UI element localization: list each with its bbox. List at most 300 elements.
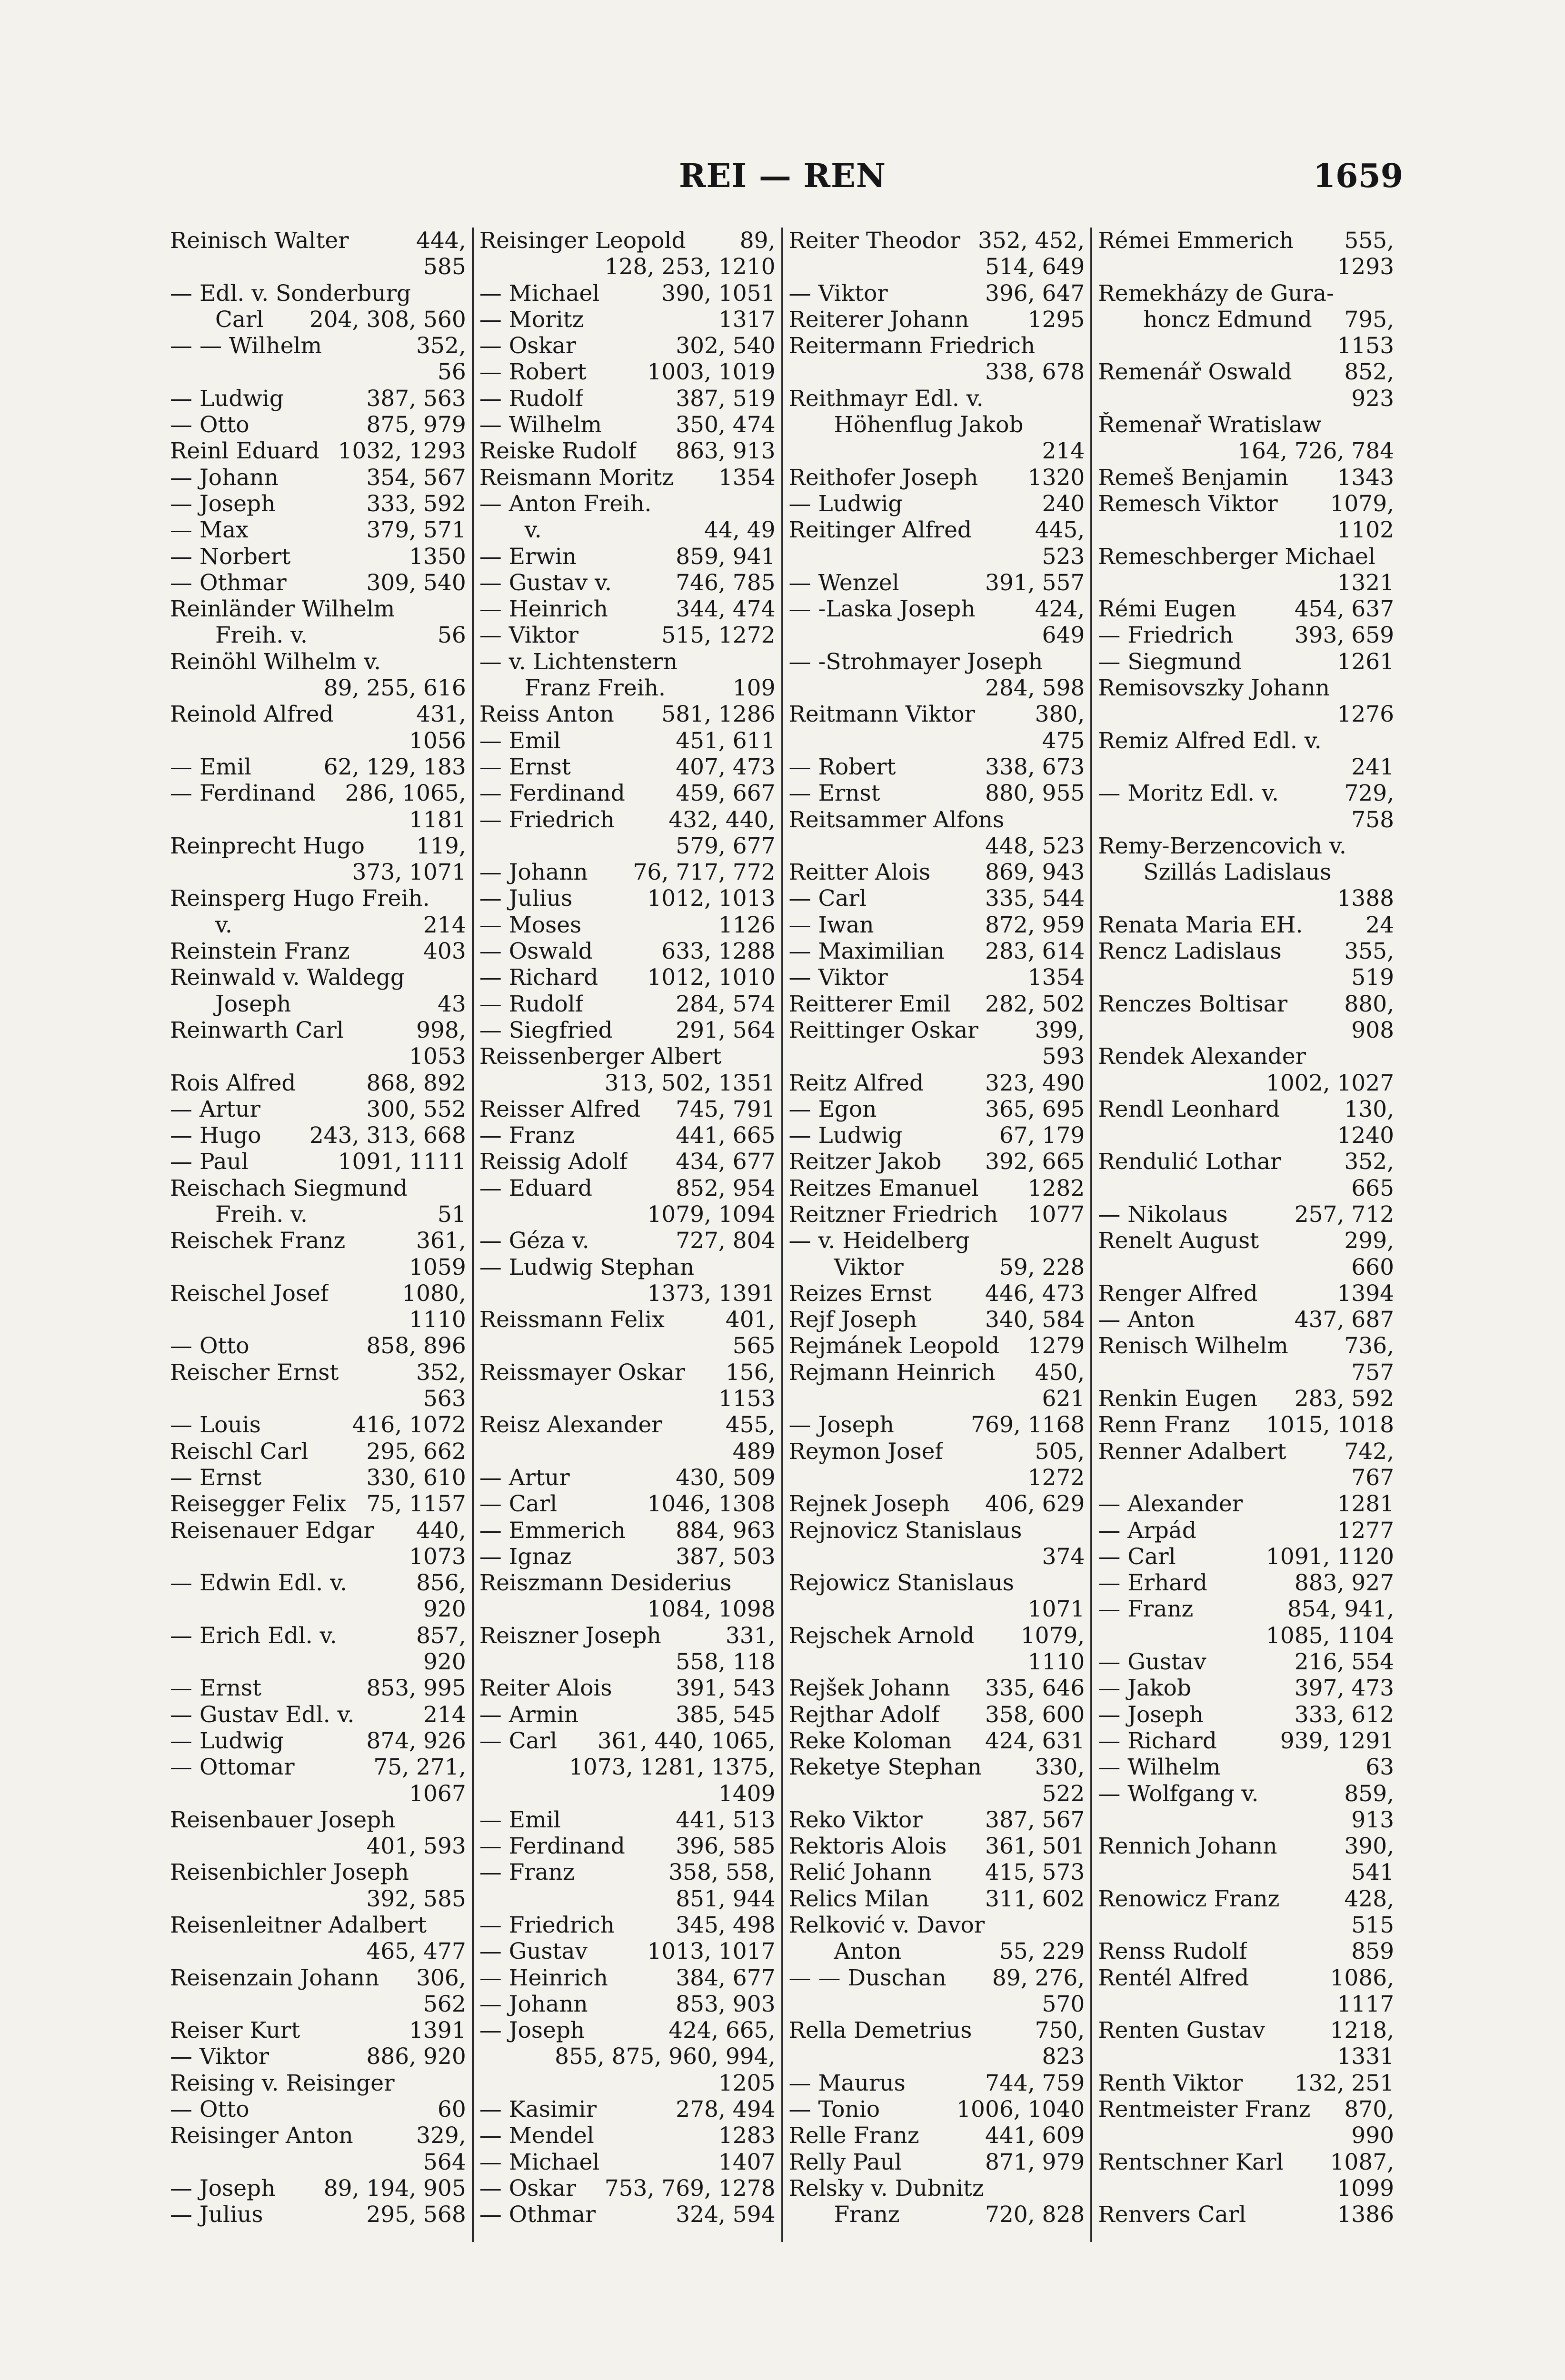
index-line [170,386,466,412]
entry-name: Renner Adalbert [1098,1438,1286,1465]
index-line [789,544,1085,570]
index-line [789,833,1085,859]
entry-pages: 128, 253, 1210 [604,254,776,280]
entry-name: — Jakob [1098,1675,1191,1702]
entry-pages: 563 [423,1386,466,1412]
entry-pages: 51 [437,1201,466,1228]
index-line [479,1570,776,1596]
index-line [170,1070,466,1096]
entry-name: Reitzer Jakob [788,1149,942,1175]
index-line [1098,412,1394,438]
index-line [789,1517,1085,1544]
index-line [1098,1623,1394,1649]
entry-pages: 295, 662 [366,1438,466,1465]
entry-pages: 870, [1344,2096,1394,2123]
entry-name: — Egon [788,1096,877,1122]
entry-name: Reinold Alfred [170,701,334,728]
entry-name: Remy-Berzencovich v. [1098,833,1346,859]
entry-name: Rentél Alfred [1098,1964,1249,1991]
entry-pages: 1110 [409,1307,466,1333]
entry-pages: 459, 667 [676,780,776,807]
entry-pages: 515, 1272 [661,622,776,649]
entry-name: — Max [170,517,249,544]
index-line [170,1043,466,1070]
entry-pages: 434, 677 [676,1149,776,1175]
index-line [789,1359,1085,1386]
entry-pages: 745, 791 [676,1096,776,1122]
entry-name: — Gustav Edl. v. [170,1701,355,1728]
entry-pages: 156, [725,1359,776,1386]
entry-name: — Wilhelm [479,412,602,438]
index-line [479,1307,776,1333]
entry-name: Franz Freih. [524,675,666,702]
index-line [479,1702,776,1728]
entry-name: Reinöhl Wilhelm v. [170,648,381,675]
entry-name: — Robert [788,754,896,780]
entry-name: Reismann Moritz [479,464,674,491]
entry-name: — Emil [170,754,251,780]
index-line [789,1781,1085,1807]
entry-name: — Viktor [479,622,578,649]
index-line [789,1859,1085,1885]
index-line [789,2175,1085,2202]
entry-name: Carl [215,306,264,333]
entry-name: Reisenauer Edgar [170,1517,374,1544]
entry-name: — Norbert [170,543,291,570]
index-line [1098,1280,1394,1307]
entry-name: Reischer Ernst [170,1359,339,1386]
index-line [789,1912,1085,1938]
entry-pages: 1087, [1330,2149,1394,2175]
index-line [479,465,776,491]
entry-name: — — Wilhelm [170,333,322,359]
index-line [1098,254,1394,280]
entry-name: Reischach Siegmund [170,1175,408,1201]
index-line [1098,1544,1394,1570]
index-line [1098,885,1394,912]
entry-pages: 450, [1035,1359,1085,1386]
index-line [479,1333,776,1359]
entry-name: — Viktor [788,964,888,991]
entry-name: — Tonio [788,2096,880,2123]
entry-name: — Ludwig [170,385,284,412]
index-line [789,1991,1085,2017]
index-line [170,649,466,675]
index-line [1098,859,1394,885]
index-line [1098,1938,1394,1964]
entry-name: — Joseph [479,2017,585,2044]
entry-name: Rentschner Karl [1098,2149,1284,2175]
index-line [170,1807,466,1833]
index-line [789,754,1085,780]
entry-pages: 1086, [1330,1964,1394,1991]
index-line [1098,2070,1394,2096]
entry-pages: 729, [1344,780,1394,807]
index-line [789,570,1085,596]
entry-pages: 874, 926 [366,1727,466,1754]
entry-pages: 541 [1351,1859,1394,1886]
entry-pages: 746, 785 [676,569,776,596]
index-line [789,254,1085,280]
entry-name: — Ignaz [479,1543,572,1570]
index-line [789,438,1085,464]
entry-pages: 522 [1042,1780,1085,1807]
index-line [1098,1386,1394,1412]
entry-name: — Artur [479,1464,570,1491]
entry-name: Reising v. Reisinger [170,2070,395,2096]
entry-pages: 89, 276, [992,1964,1085,1991]
entry-pages: 284, 574 [676,991,776,1017]
index-line [479,1728,776,1754]
index-line [1098,2175,1394,2202]
index-line [170,1491,466,1517]
index-line [1098,1517,1394,1544]
index-line [789,701,1085,727]
index-line [479,2070,776,2096]
index-line [1098,228,1394,254]
entry-name: — Heinrich [479,1964,608,1991]
entry-pages: 1317 [718,306,776,333]
entry-name: — Ludwig [788,1122,903,1149]
entry-pages: 1032, 1293 [338,438,466,465]
entry-pages: 391, 557 [985,569,1085,596]
entry-name: Řemenař Wratislaw [1098,412,1322,438]
entry-pages: 444, [416,228,466,254]
entry-pages: 361, [416,1228,466,1254]
entry-pages: 67, 179 [999,1122,1085,1149]
entry-pages: 875, 979 [366,412,466,438]
index-line [479,412,776,438]
index-line [479,1807,776,1833]
entry-pages: 593 [1042,1043,1085,1070]
entry-name: — Julius [479,885,573,912]
entry-name: Rémi Eugen [1098,596,1236,623]
entry-name: Reinisch Walter [170,228,349,254]
index-line [1098,1570,1394,1596]
index-line [170,2070,466,2096]
entry-pages: 352, [416,1359,466,1386]
entry-pages: 727, 804 [676,1228,776,1254]
entry-name: — Franz [479,1122,575,1149]
entry-pages: 489 [732,1438,776,1465]
entry-name: — Joseph [170,490,276,517]
entry-pages: 44, 49 [704,517,776,544]
entry-pages: 1205 [718,2070,776,2096]
entry-name: — Joseph [170,2175,276,2202]
entry-name: honcz Edmund [1143,306,1312,333]
entry-name: Rejschek Arnold [788,1622,975,1649]
entry-pages: 448, 523 [985,833,1085,859]
entry-name: Reisser Alfred [479,1096,641,1122]
entry-pages: 1394 [1337,1280,1394,1307]
entry-pages: 441, 609 [985,2122,1085,2149]
entry-name: — Erich Edl. v. [170,1622,337,1649]
index-line [789,675,1085,701]
entry-name: Reisenzain Johann [170,1964,379,1991]
index-line [479,544,776,570]
index-line [1098,280,1394,307]
entry-pages: 278, 494 [676,2096,776,2123]
entry-pages: 515 [1351,1912,1394,1938]
entry-name: Rejthar Adolf [788,1701,940,1728]
index-line [170,2202,466,2228]
entry-pages: 1277 [1337,1517,1394,1544]
index-line [1098,386,1394,412]
entry-name: Reitterer Emil [788,991,951,1017]
index-line [789,807,1085,833]
index-line [170,964,466,991]
index-line [1098,359,1394,385]
entry-name: Renss Rudolf [1098,1938,1247,1965]
index-line [1098,2149,1394,2175]
index-line [789,938,1085,964]
entry-name: — Otto [170,1333,249,1359]
index-line [1098,517,1394,543]
index-line [1098,465,1394,491]
entry-name: Höhenflug Jakob [834,412,1024,438]
entry-pages: 451, 611 [676,727,776,754]
index-line [479,386,776,412]
entry-name: Reissenberger Albert [479,1043,722,1070]
entry-pages: 1091, 1120 [1266,1543,1394,1570]
page-number: 1659 [1313,157,1403,195]
index-line [479,2096,776,2122]
index-line [479,570,776,596]
entry-name: Remeš Benjamin [1098,464,1288,491]
entry-name: Reizes Ernst [788,1280,932,1307]
entry-pages: 335, 544 [985,885,1085,912]
index-line [1098,728,1394,754]
index-line [789,1807,1085,1833]
index-line [789,1833,1085,1859]
entry-pages: 89, 194, 905 [323,2175,466,2202]
index-line [789,1491,1085,1517]
entry-name: Reissmann Felix [479,1307,665,1333]
index-line [1098,991,1394,1017]
entry-pages: 216, 554 [1294,1649,1394,1676]
entry-pages: 391, 543 [676,1675,776,1702]
entry-name: Remeschberger Michael [1098,543,1376,570]
index-line [479,438,776,464]
entry-name: — Emmerich [479,1517,626,1544]
index-line [170,2043,466,2070]
entry-pages: 1073, 1281, 1375, [568,1754,776,1781]
entry-pages: 853, 903 [676,1991,776,2017]
entry-pages: 1056 [409,727,466,754]
entry-pages: 1091, 1111 [338,1149,466,1175]
entry-name: Rennich Johann [1098,1833,1277,1860]
entry-name: — Anton Freih. [479,490,652,517]
entry-pages: 396, 585 [676,1833,776,1860]
entry-pages: 1320 [1027,464,1085,491]
entry-pages: 1283 [718,2122,776,2149]
entry-pages: 1272 [1027,1464,1085,1491]
index-line [170,2017,466,2043]
index-line [479,2175,776,2202]
entry-pages: 63 [1366,1754,1394,1781]
entry-pages: 855, 875, 960, 994, [555,2043,776,2070]
entry-pages: 869, 943 [985,859,1085,886]
entry-pages: 431, [416,701,466,728]
index-line [1098,1859,1394,1885]
index-line [1098,1991,1394,2017]
index-line [170,544,466,570]
entry-name: Relly Paul [788,2149,902,2175]
entry-name: Reiter Alois [479,1675,612,1702]
index-line [479,859,776,885]
entry-name: Renten Gustav [1098,2017,1266,2044]
index-line [1098,1912,1394,1938]
entry-name: Rella Demetrius [788,2017,972,2044]
index-line [479,491,776,517]
entry-pages: 884, 963 [676,1517,776,1544]
entry-pages: 883, 927 [1294,1570,1394,1597]
entry-pages: 132, 251 [1294,2070,1394,2096]
entry-name: — Kasimir [479,2096,597,2123]
index-line [170,1122,466,1149]
entry-name: — Franz [479,1859,575,1886]
entry-pages: 1354 [718,464,776,491]
entry-pages: 852, [1344,359,1394,386]
index-line [1098,307,1394,333]
entry-pages: 570 [1042,1991,1085,2017]
entry-name: Reissmayer Oskar [479,1359,686,1386]
index-line [479,596,776,622]
entry-pages: 564 [423,2149,466,2175]
index-line [170,1017,466,1043]
entry-name: — Wolfgang v. [1098,1780,1259,1807]
index-line [789,1280,1085,1307]
index-line [789,2122,1085,2149]
index-line [789,1386,1085,1412]
index-line [479,833,776,859]
index-line [1098,2122,1394,2149]
entry-name: — Carl [1098,1543,1176,1570]
index-line [479,1175,776,1201]
entry-pages: 387, 563 [366,385,466,412]
entry-name: Reiser Kurt [170,2017,300,2044]
index-line [1098,1596,1394,1622]
entry-name: — Johann [170,464,279,491]
index-line [789,1465,1085,1491]
index-line [789,1149,1085,1175]
index-line [789,1649,1085,1675]
entry-name: Reitz Alfred [788,1070,924,1096]
entry-name: — Michael [479,280,600,307]
entry-pages: 59, 228 [999,1254,1085,1280]
index-line [170,412,466,438]
index-line [1098,2043,1394,2070]
entry-pages: 243, 313, 668 [309,1122,466,1149]
index-line [170,596,466,622]
index-line [479,938,776,964]
entry-pages: 385, 545 [676,1701,776,1728]
index-line [479,1912,776,1938]
entry-name: — Eduard [479,1175,592,1201]
entry-pages: 392, 585 [366,1885,466,1912]
entry-name: — Friedrich [479,806,615,833]
entry-pages: 621 [1042,1386,1085,1412]
index-line [789,1333,1085,1359]
entry-name: Renth Viktor [1098,2070,1243,2096]
index-line [170,1333,466,1359]
entry-name: — Maurus [788,2070,906,2096]
index-line [170,833,466,859]
entry-pages: 43 [437,991,466,1017]
index-line [479,1149,776,1175]
entry-pages: 923 [1351,385,1394,412]
entry-pages: 437, 687 [1294,1307,1394,1333]
index-line [479,1938,776,1964]
entry-name: — Michael [479,2149,600,2175]
index-line [1098,544,1394,570]
index-line [1098,1675,1394,1701]
entry-name: Remiz Alfred Edl. v. [1098,727,1322,754]
entry-name: — Richard [479,964,598,991]
entry-name: — Othmar [170,569,287,596]
entry-pages: 62, 129, 183 [323,754,466,780]
entry-name: — Otto [170,2096,249,2123]
entry-name: Renata Maria EH. [1098,912,1303,938]
index-line [170,754,466,780]
entry-name: Remenář Oswald [1098,359,1292,386]
index-line [789,307,1085,333]
index-line [789,412,1085,438]
entry-name: — Ottomar [170,1754,295,1781]
index-line [1098,1807,1394,1833]
index-line [479,359,776,385]
entry-name: Renowicz Franz [1098,1885,1280,1912]
index-line [789,280,1085,307]
index-line [479,228,776,254]
entry-name: — Ferdinand [479,780,625,807]
entry-name: Reketye Stephan [788,1754,982,1781]
entry-pages: 1059 [409,1254,466,1280]
entry-pages: 55, 229 [999,1938,1085,1965]
entry-name: — Emil [479,1806,561,1833]
entry-pages: 1003, 1019 [647,359,776,386]
entry-pages: 204, 308, 560 [309,306,466,333]
index-line [170,938,466,964]
index-line [479,1596,776,1622]
entry-name: Reischl Carl [170,1438,309,1465]
index-line [479,1280,776,1307]
entry-name: Reisenleitner Adalbert [170,1912,427,1938]
entry-pages: 286, 1065, [345,780,466,807]
entry-name: — Moritz [479,306,584,333]
entry-name: Reinl Eduard [170,438,319,465]
index-line [1098,1175,1394,1201]
entry-pages: 352, [1344,1149,1394,1175]
index-line [479,1965,776,1991]
entry-name: Renkin Eugen [1098,1386,1258,1412]
entry-name: Reischek Franz [170,1228,346,1254]
index-line [170,307,466,333]
index-line [1098,570,1394,596]
index-line [789,1043,1085,1070]
entry-pages: 393, 659 [1294,622,1394,649]
entry-name: Reithofer Joseph [788,464,978,491]
index-line [170,1886,466,1912]
entry-pages: 1276 [1337,701,1394,728]
index-line [170,570,466,596]
index-line [789,912,1085,938]
entry-pages: 109 [732,675,776,702]
entry-name: — Ernst [479,754,571,780]
index-line [170,359,466,385]
entry-name: — Joseph [788,1412,894,1438]
entry-pages: 913 [1351,1806,1394,1833]
